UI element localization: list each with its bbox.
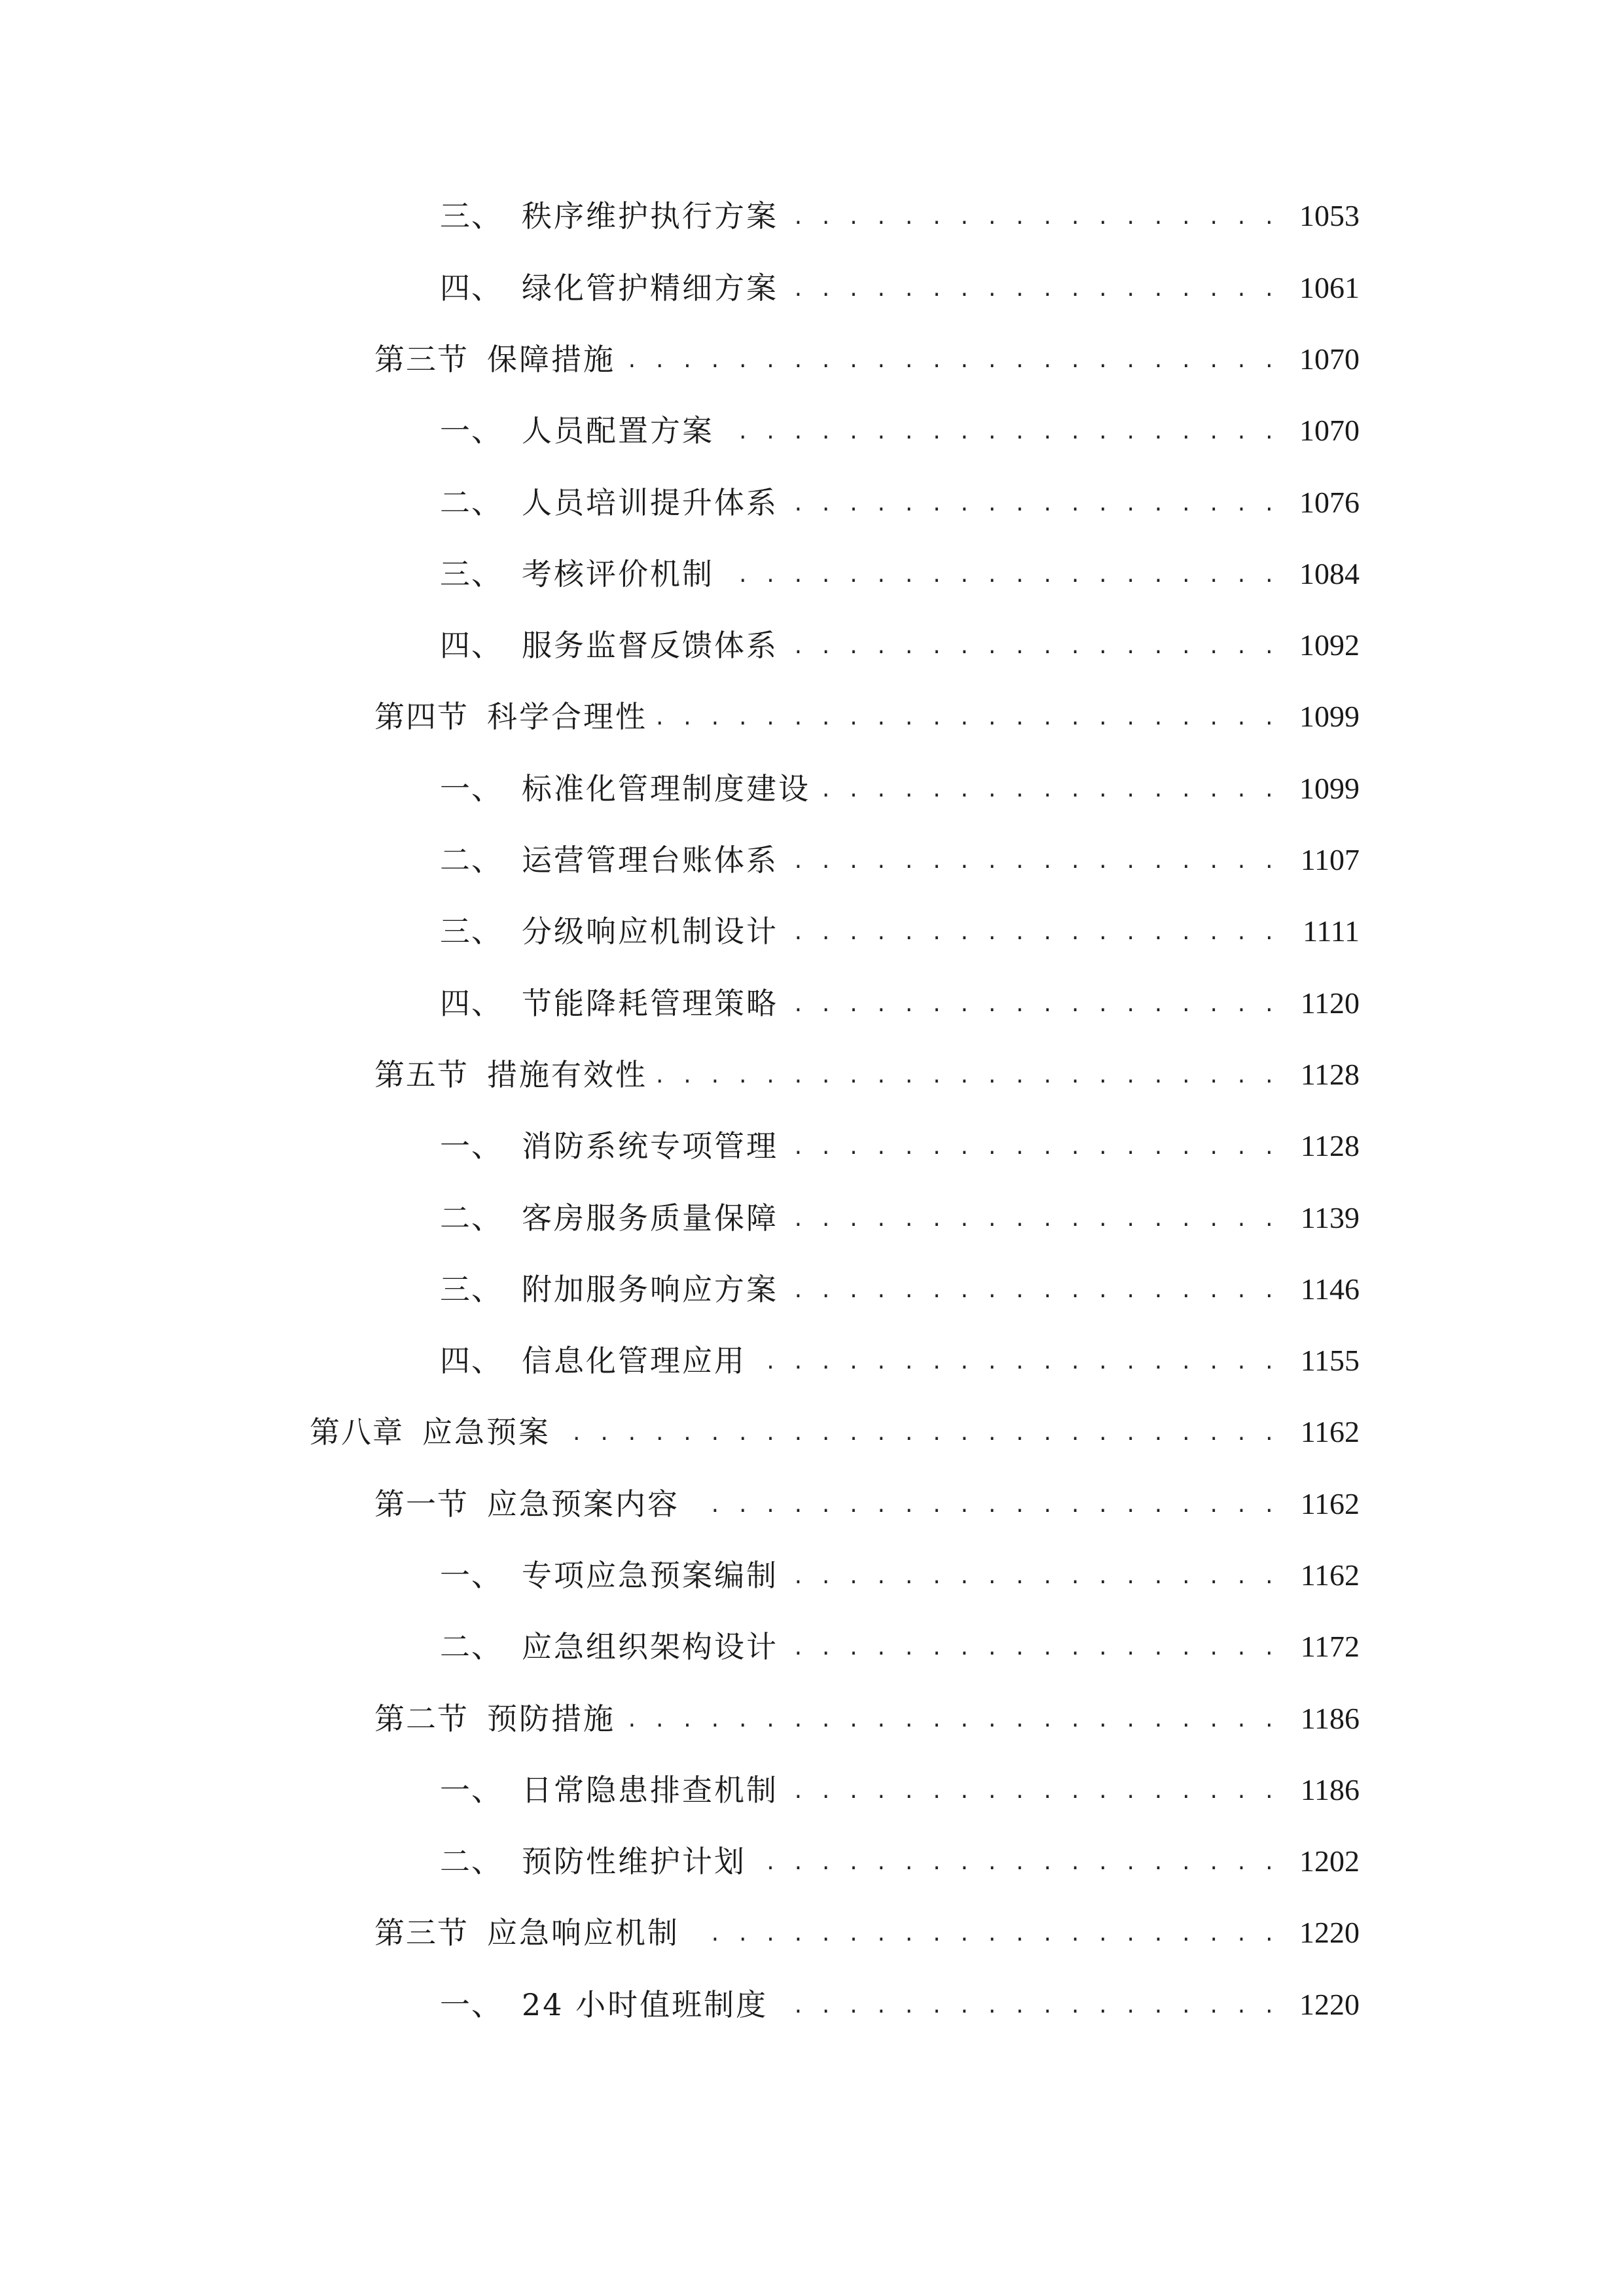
toc-entry-page: 1139: [1300, 1201, 1360, 1234]
toc-entry-page: 1070: [1299, 414, 1360, 447]
dot-leader: [787, 1621, 1277, 1673]
toc-entry-page: 1220: [1299, 1988, 1360, 2021]
dot-leader: [787, 1263, 1277, 1316]
dot-leader: [689, 1907, 1277, 1959]
dot-leader: [787, 905, 1277, 958]
toc-entry-page: 1070: [1299, 342, 1360, 376]
toc-entry-number: 第四节: [374, 699, 469, 734]
toc-entry-number: 一、: [440, 1987, 503, 2022]
toc-entry[interactable]: [0, 1693, 1624, 1745]
dot-leader: [787, 1120, 1277, 1172]
toc-entry[interactable]: [0, 1621, 1624, 1673]
toc-entry-page: 1092: [1299, 628, 1360, 662]
toc-entry-title: 消防系统专项管理: [522, 1128, 778, 1164]
toc-entry-title: 预防性维护计划: [522, 1844, 746, 1879]
toc-entry-number: 三、: [440, 1272, 503, 1307]
toc-entry[interactable]: [0, 262, 1624, 314]
toc-entry-page: 1186: [1300, 1702, 1360, 1735]
toc-entry-number: 二、: [440, 842, 503, 878]
toc-entry-page: 1155: [1300, 1344, 1360, 1377]
toc-entry-page: 1128: [1300, 1058, 1360, 1091]
toc-entry[interactable]: [0, 190, 1624, 242]
toc-entry-page: 1220: [1299, 1916, 1360, 1949]
toc-entry-number: 二、: [440, 485, 503, 520]
toc-entry-number: 一、: [440, 413, 503, 448]
toc-entry-number: 第五节: [374, 1057, 469, 1092]
dot-leader: [787, 1764, 1277, 1816]
dot-leader: [787, 476, 1277, 529]
toc-entry[interactable]: [0, 619, 1624, 672]
toc-entry[interactable]: [0, 476, 1624, 529]
toc-entry-title: 专项应急预案编制: [522, 1558, 778, 1593]
toc-entry-number: 第一节: [374, 1486, 469, 1522]
toc-entry-title: 科学合理性: [487, 699, 647, 734]
toc-entry-page: 1053: [1299, 199, 1360, 232]
dot-leader: [723, 548, 1277, 600]
dot-leader: [624, 333, 1277, 386]
toc-entry-title: 信息化管理应用: [522, 1343, 746, 1378]
toc-entry[interactable]: [0, 548, 1624, 600]
toc-entry-number: 四、: [440, 270, 503, 306]
dot-leader: [723, 404, 1277, 457]
toc-entry-title: 服务监督反馈体系: [522, 628, 778, 663]
dot-leader: [787, 1549, 1277, 1602]
toc-entry-number: 一、: [440, 1558, 503, 1593]
toc-entry-number: 第三节: [374, 1915, 469, 1950]
toc-entry-page: 1128: [1300, 1129, 1360, 1162]
dot-leader: [787, 1192, 1277, 1244]
toc-entry[interactable]: [0, 1120, 1624, 1172]
dot-leader: [689, 1478, 1277, 1530]
toc-entry-number: 二、: [440, 1629, 503, 1664]
toc-entry-title: 分级响应机制设计: [522, 914, 778, 949]
toc-entry-page: 1076: [1299, 486, 1360, 519]
toc-entry[interactable]: [0, 1263, 1624, 1316]
toc-entry[interactable]: [0, 1549, 1624, 1602]
toc-entry-number: 四、: [440, 986, 503, 1021]
toc-entry-number: 四、: [440, 1343, 503, 1378]
toc-entry[interactable]: [0, 1335, 1624, 1387]
toc-entry-number: 一、: [440, 1772, 503, 1808]
toc-entry-page: 1162: [1300, 1487, 1360, 1520]
toc-entry[interactable]: [0, 1192, 1624, 1244]
toc-entry-number: 第二节: [374, 1701, 469, 1736]
toc-entry-title: 日常隐患排查机制: [522, 1772, 778, 1808]
toc-entry-title: 秩序维护执行方案: [522, 198, 778, 234]
toc-entry-number: 三、: [440, 198, 503, 234]
toc-entry-page: 1084: [1299, 557, 1360, 590]
dot-leader: [624, 1693, 1277, 1745]
toc-entry-number: 二、: [440, 1844, 503, 1879]
toc-entry-number: 二、: [440, 1200, 503, 1236]
toc-entry[interactable]: [0, 1764, 1624, 1816]
dot-leader: [787, 262, 1277, 314]
toc-entry-number: 三、: [440, 914, 503, 949]
toc-entry[interactable]: [0, 1907, 1624, 1959]
toc-entry-title: 绿化管护精细方案: [522, 270, 778, 306]
dot-leader: [755, 1835, 1277, 1888]
dot-leader: [657, 1049, 1277, 1101]
toc-entry[interactable]: [0, 977, 1624, 1030]
toc-entry-title: 应急预案内容: [487, 1486, 679, 1522]
toc-entry-number: 第三节: [374, 342, 469, 377]
toc-entry-title: 预防措施: [487, 1701, 615, 1736]
toc-entry-title: 应急预案: [422, 1414, 550, 1450]
toc-entry-number: 四、: [440, 628, 503, 663]
dot-leader: [787, 619, 1277, 672]
toc-entry-title: 附加服务响应方案: [522, 1272, 778, 1307]
dot-leader: [787, 834, 1277, 886]
toc-entry[interactable]: [0, 1478, 1624, 1530]
toc-entry-title: 措施有效性: [487, 1057, 647, 1092]
toc-entry-title: 考核评价机制: [522, 556, 714, 592]
toc-entry-number: 一、: [440, 771, 503, 806]
toc-entry-page: 1202: [1299, 1844, 1360, 1878]
toc-entry-number: 一、: [440, 1128, 503, 1164]
toc-entry-number: 第八章: [310, 1414, 404, 1450]
toc-entry[interactable]: [0, 834, 1624, 886]
toc-entry-page: 1162: [1300, 1558, 1360, 1592]
toc-entry-page: 1107: [1300, 843, 1360, 876]
toc-entry[interactable]: [0, 762, 1624, 815]
toc-entry-page: 1162: [1300, 1415, 1360, 1448]
toc-entry-title: 应急组织架构设计: [522, 1629, 778, 1664]
dot-leader: [755, 1335, 1277, 1387]
toc-entry-title: 运营管理台账体系: [522, 842, 778, 878]
toc-entry-title: 人员培训提升体系: [522, 485, 778, 520]
toc-entry-number: 三、: [440, 556, 503, 592]
toc-entry-page: 1099: [1299, 700, 1360, 733]
dot-leader: [787, 190, 1277, 242]
dot-leader: [820, 762, 1277, 815]
toc-entry-page: 1099: [1299, 772, 1360, 805]
toc-entry[interactable]: [0, 404, 1624, 457]
toc-entry-page: 1111: [1303, 914, 1360, 948]
toc-entry-title: 保障措施: [487, 342, 615, 377]
toc-entry-page: 1061: [1299, 271, 1360, 304]
toc-entry[interactable]: [0, 905, 1624, 958]
dot-leader: [787, 977, 1277, 1030]
toc-entry-title: 节能降耗管理策略: [522, 986, 778, 1021]
toc-entry[interactable]: [0, 1835, 1624, 1888]
toc-entry-page: 1186: [1300, 1773, 1360, 1806]
dot-leader: [560, 1406, 1277, 1458]
dot-leader: [777, 1979, 1277, 2031]
toc-entry[interactable]: [0, 333, 1624, 386]
toc-entry-title: 24 小时值班制度: [522, 1987, 768, 2022]
toc-entry-title: 人员配置方案: [522, 413, 714, 448]
dot-leader: [657, 691, 1277, 743]
toc-entry[interactable]: [0, 1406, 1624, 1458]
toc-entry-title: 应急响应机制: [487, 1915, 679, 1950]
toc-entry[interactable]: [0, 1979, 1624, 2031]
toc-entry[interactable]: [0, 1049, 1624, 1101]
toc-entry[interactable]: [0, 691, 1624, 743]
toc-entry-page: 1120: [1300, 986, 1360, 1020]
toc-entry-page: 1172: [1300, 1630, 1360, 1663]
toc-entry-title: 客房服务质量保障: [522, 1200, 778, 1236]
toc-entry-title: 标准化管理制度建设: [522, 771, 810, 806]
toc-entry-page: 1146: [1300, 1272, 1360, 1306]
